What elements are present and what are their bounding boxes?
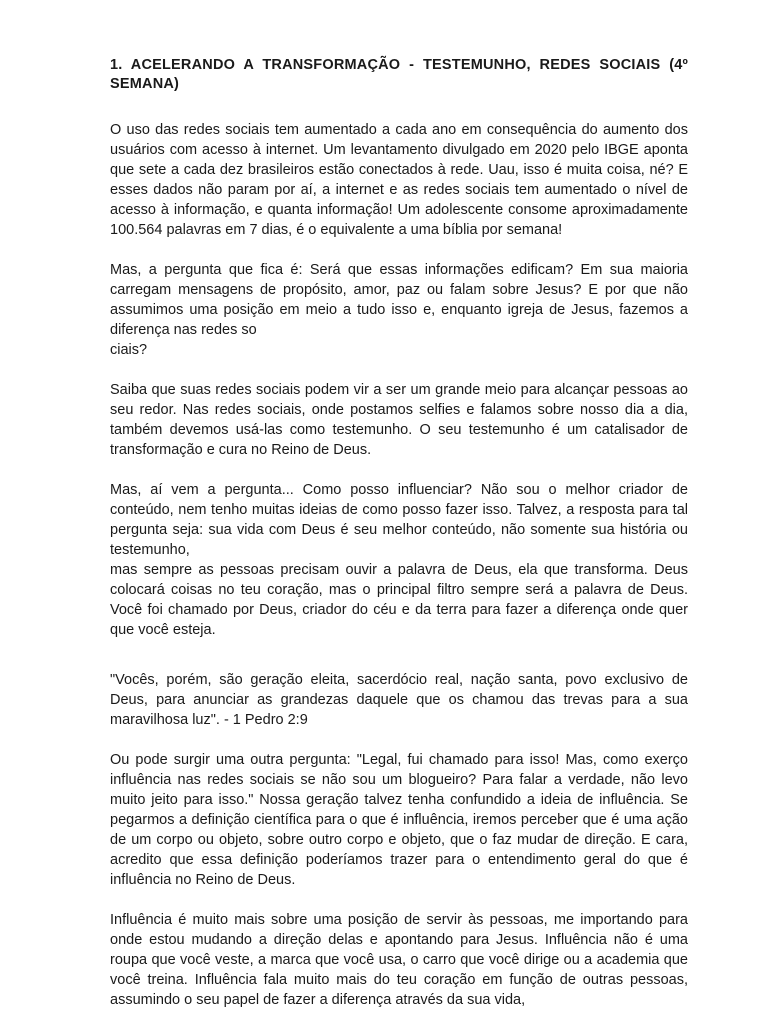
paragraph-pergunta-edificam xyxy=(110,260,688,360)
bible-quote: "Vocês, porém, são geração eleita, sacerdócio real, nação santa, povo exclusivo de Deus, para anunciar as grandezas daquele que os chamou das trevas para a sua maravilhosa luz". - 1 Pedro 2:9 xyxy=(110,672,688,728)
paragraph-palavra-de-deus: mas sempre as pessoas precisam ouvir a palavra de Deus, ela que transforma. Deus colocará coisas no teu coração, mas o principal filtro sempre será a palavra de Deus. Você foi chamado por Deus, criador do céu e da terra para fazer a diferença onde quer que você esteja. xyxy=(110,562,688,638)
paragraph-pergunta-edificam-text: Mas, a pergunta que fica é: Será que essas informações edificam? Em sua maioria carregam mensagens de propósito, amor, paz ou falam sobre Jesus? E por que não assumimos uma posição em meio a tudo isso e, enquanto igreja de Jesus, fazemos a diferença nas redes so xyxy=(110,262,688,338)
paragraph-influencia-servir: Influência é muito mais sobre uma posição de servir às pessoas, me importando para onde estou mudando a direção delas e apontando para Jesus. Influência não é uma roupa que você veste, a marca que você usa, o carro que você dirige ou a academia que você treina. Influência fala muito mais do teu coração em função de outras pessoas, assumindo o seu papel de fazer a diferença através da sua vida, xyxy=(110,912,688,1008)
paragraph-testemunho: Saiba que suas redes sociais podem vir a ser um grande meio para alcançar pessoas ao seu redor. Nas redes sociais, onde postamos selfies e falamos sobre nosso dia a dia, também devemos usá-las como testemunho. O seu testemunho é um catalisador de transformação e cura no Reino de Deus. xyxy=(110,382,688,458)
paragraph-pergunta-edificam-continuation: ciais? xyxy=(110,342,148,358)
paragraph-definicao-influencia: Ou pode surgir uma outra pergunta: "Legal, fui chamado para isso! Mas, como exerço influência nas redes sociais se não sou um blogueiro? Para falar a verdade, não levo muito jeito para isso." Nossa geração talvez tenha confundido a ideia de influência. Se pegarmos a definição científica para o que é influência, iremos perceber que é uma ação de um corpo ou objeto, sobre outro corpo e objeto, que o faz mudar de direção. E cara, acredito que essa definição poderíamos trazer para o entendimento geral do que é influência no Reino de Deus. xyxy=(110,752,688,888)
document-title: 1. ACELERANDO A TRANSFORMAÇÃO - TESTEMUNHO, REDES SOCIAIS (4º SEMANA) xyxy=(110,57,688,92)
paragraph-como-influenciar: Mas, aí vem a pergunta... Como posso influenciar? Não sou o melhor criador de conteúdo, nem tenho muitas ideias de como posso fazer isso. Talvez, a resposta para tal pergunta seja: sua vida com Deus é seu melhor conteúdo, não somente sua história ou testemunho, xyxy=(110,482,688,558)
paragraph-redes-sociais-uso: O uso das redes sociais tem aumentado a cada ano em consequência do aumento dos usuários com acesso à internet. Um levantamento divulgado em 2020 pelo IBGE aponta que sete a cada dez brasileiros estão conectados à rede. Uau, isso é muita coisa, né? E esses dados não param por aí, a internet e as redes sociais tem aumentado o nível de acesso à informação, e quanta informação! Um adolescente consome aproximadamente 100.564 palavras em 7 dias, é o equivalente a uma bíblia por semana! xyxy=(110,122,688,238)
